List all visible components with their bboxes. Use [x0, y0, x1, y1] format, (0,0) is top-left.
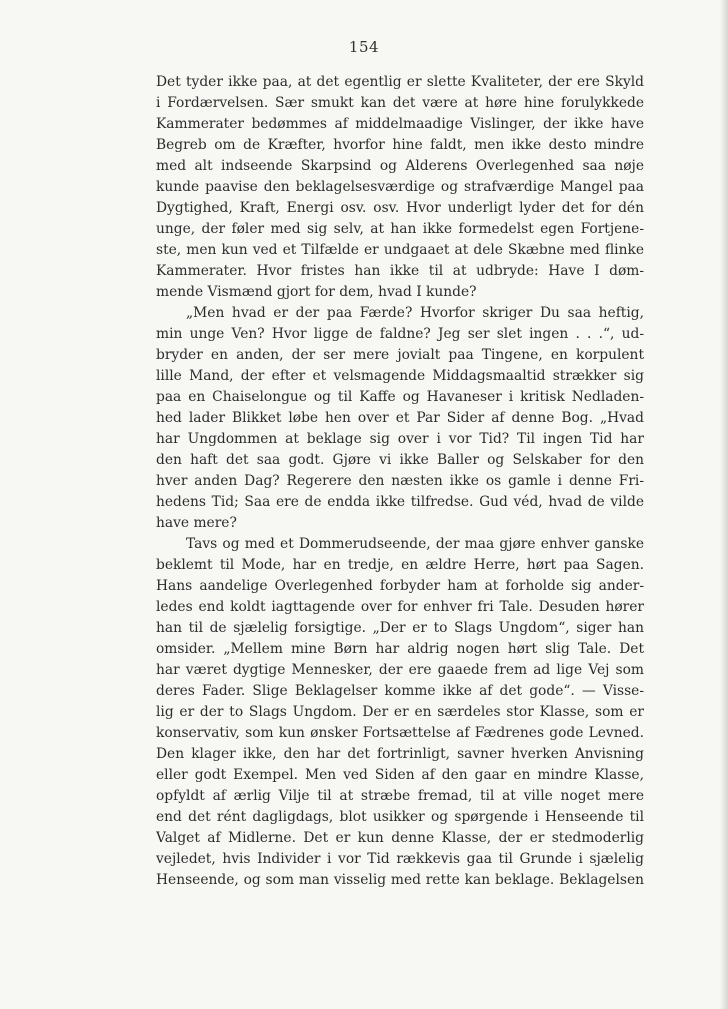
text-line: ledes end koldt iagttagende over for enhver fri Tale. Desuden hører: [156, 599, 644, 615]
text-line: Kammerater bedømmes af middelmaadige Vislinger, der ikke have: [156, 116, 644, 132]
text-line: Hans aandelige Overlegenhed forbyder ham at forholde sig ander-: [156, 578, 644, 594]
text-line: paa en Chaiselongue og til Kaffe og Havaneser i kritisk Nedladen-: [156, 389, 644, 405]
text-line: han til de sjælelig forsigtige. „Der er to Slags Ungdom“, siger han: [156, 620, 644, 636]
text-line: i Fordærvelsen. Sær smukt kan det være at høre hine forulykkede: [156, 95, 644, 111]
text-line: Valget af Midlerne. Det er kun denne Klasse, der er stedmoderlig: [156, 830, 644, 846]
text-line: kunde paavise den beklagelsesværdige og strafværdige Mangel paa: [156, 179, 644, 195]
text-line: omsider. „Mellem mine Børn har aldrig nogen hørt slig Tale. Det: [156, 641, 644, 657]
text-line: min unge Ven? Hvor ligge de faldne? Jeg ser slet ingen . . .“, ud-: [156, 326, 644, 342]
text-line: deres Fader. Slige Beklagelser komme ikke af det gode“. — Visse-: [156, 683, 644, 699]
text-line: opfyldt af ærlig Vilje til at stræbe fremad, til at ville noget mere: [156, 788, 644, 804]
text-line: hed lader Blikket løbe hen over et Par Sider af denne Bog. „Hvad: [156, 410, 644, 426]
text-line: den haft det saa godt. Gjøre vi ikke Baller og Selskaber for den: [156, 452, 644, 468]
text-line: Henseende, og som man visselig med rette kan beklage. Beklagelsen: [156, 872, 644, 888]
body-text: [156, 72, 644, 891]
text-line: „Men hvad er der paa Færde? Hvorfor skriger Du saa heftig,: [186, 305, 644, 321]
text-line: ste, men kun ved et Tilfælde er undgaaet at dele Skæbne med flinke: [156, 242, 644, 258]
text-line: hedens Tid; Saa ere de endda ikke tilfredse. Gud véd, hvad de vilde: [156, 494, 644, 510]
page-number: 154: [348, 38, 380, 56]
text-line: eller godt Exempel. Men ved Siden af den gaar en mindre Klasse,: [156, 767, 644, 783]
text-line: lille Mand, der efter et velsmagende Middagsmaaltid strækker sig: [156, 368, 644, 384]
text-line: Tavs og med et Dommerudseende, der maa gjøre enhver ganske: [186, 536, 644, 552]
text-line: beklemt til Mode, har en tredje, en ældre Herre, hørt paa Sagen.: [156, 557, 644, 573]
text-line: vejledet, hvis Individer i vor Tid rækkevis gaa til Grunde i sjælelig: [156, 851, 644, 867]
text-line: unge, der føler med sig selv, at han ikke formedelst egen Fortjene-: [156, 221, 644, 237]
text-line: hver anden Dag? Regerere den næsten ikke os gamle i denne Fri-: [156, 473, 644, 489]
text-line: Dygtighed, Kraft, Energi osv. osv. Hvor underligt lyder det for dén: [156, 200, 644, 216]
text-line: Det tyder ikke paa, at det egentlig er slette Kvaliteter, der ere Skyld: [156, 74, 644, 90]
text-line: konservativ, som kun ønsker Fortsættelse af Fædrenes gode Levned.: [156, 725, 644, 741]
text-line: har Ungdommen at beklage sig over i vor Tid? Til ingen Tid har: [156, 431, 644, 447]
text-line: mende Vismænd gjort for dem, hvad I kunde?: [156, 284, 477, 300]
text-line: have mere?: [156, 515, 237, 531]
text-line: Begreb om de Kræfter, hvorfor hine faldt, men ikke desto mindre: [156, 137, 644, 153]
text-line: med alt indseende Skarpsind og Alderens Overlegenhed saa nøje: [156, 158, 644, 174]
text-line: Den klager ikke, den har det fortrinligt, savner hverken Anvisning: [156, 746, 644, 762]
text-line: end det rént dagligdags, blot usikker og spørgende i Henseende til: [156, 809, 644, 825]
text-line: Kammerater. Hvor fristes han ikke til at udbryde: Have I døm-: [156, 263, 644, 279]
text-line: har været dygtige Mennesker, der ere gaaede frem ad lige Vej som: [156, 662, 644, 678]
page-edge-shadow: [720, 0, 728, 1009]
text-line: lig er der to Slags Ungdom. Der er en særdeles stor Klasse, som er: [156, 704, 644, 720]
text-line: bryder en anden, der ser mere jovialt paa Tingene, en korpulent: [156, 347, 644, 363]
